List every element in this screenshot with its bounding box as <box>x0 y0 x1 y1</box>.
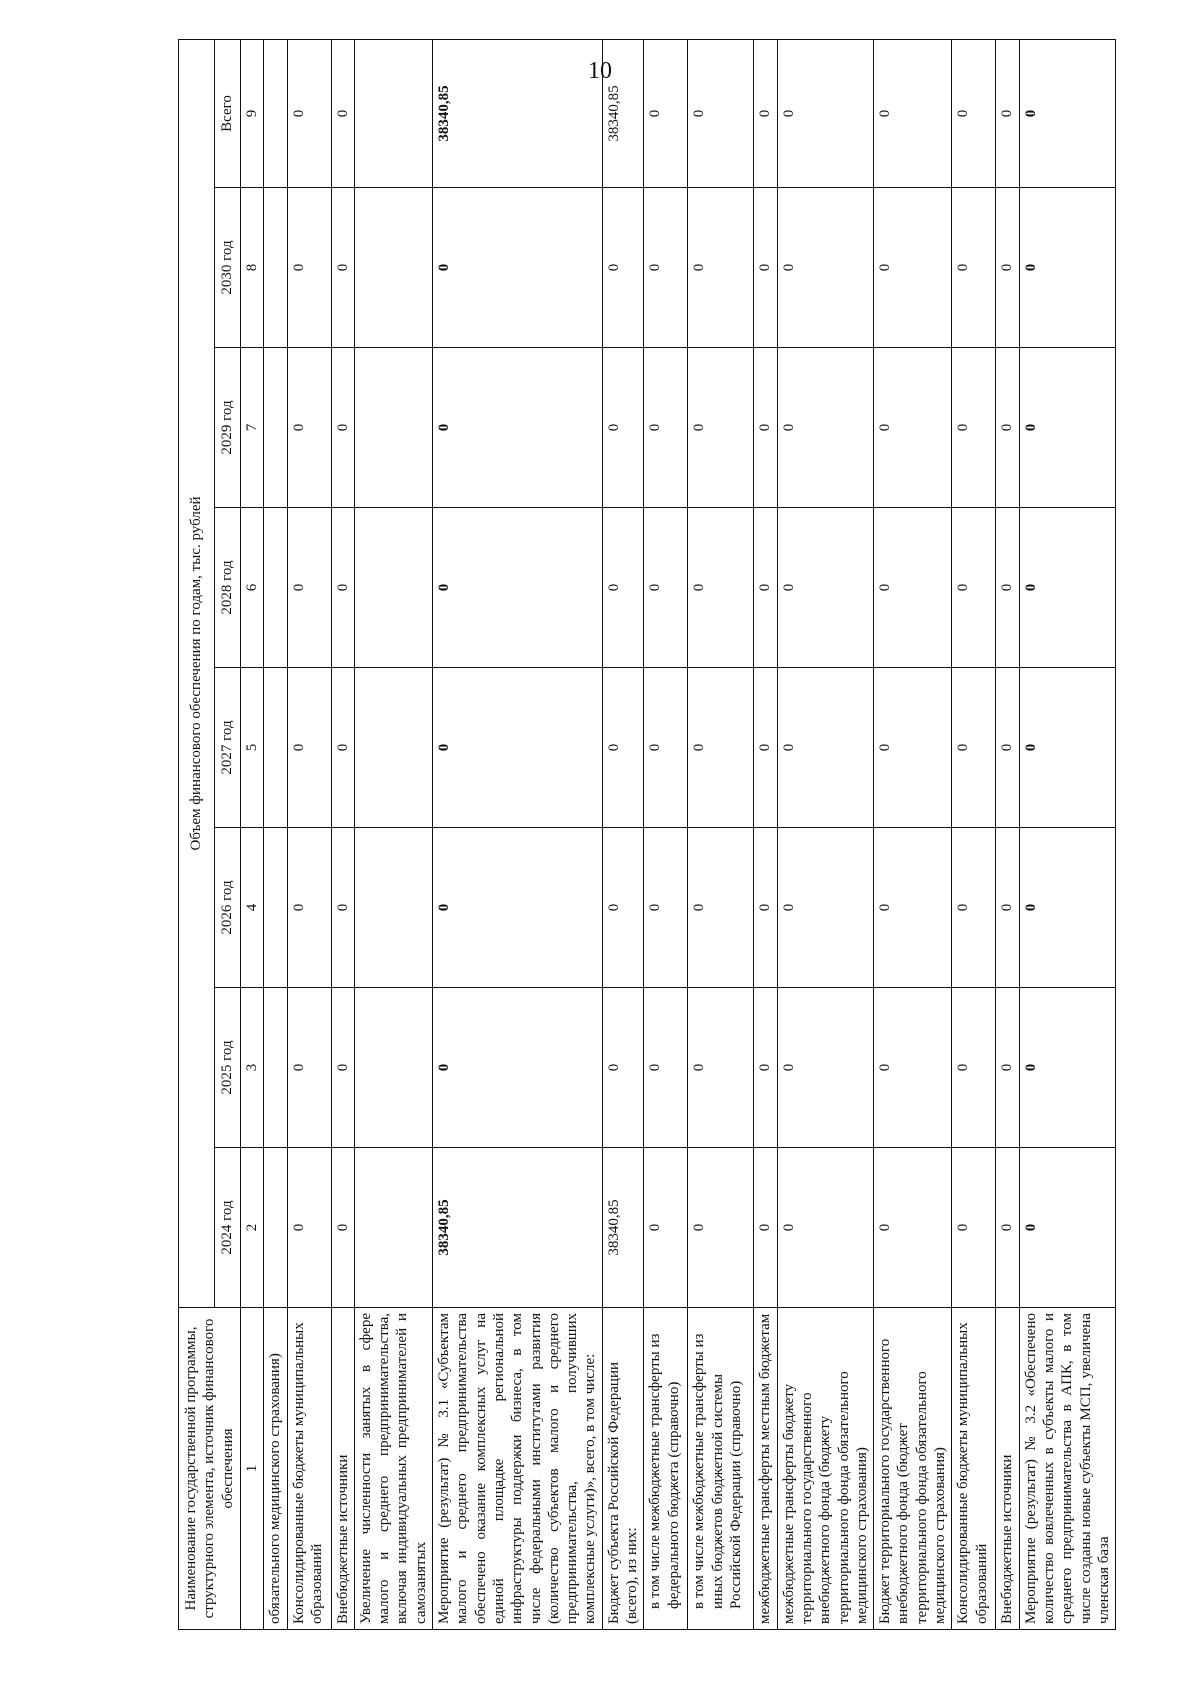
year-value-cell: 0 <box>433 348 603 508</box>
year-value-cell <box>264 508 287 668</box>
year-value-cell: 0 <box>754 988 777 1148</box>
year-value-cell: 0 <box>644 668 688 828</box>
year-value-cell: 0 <box>996 348 1019 508</box>
year-value-cell: 0 <box>996 188 1019 348</box>
total-value-cell: 0 <box>688 39 754 187</box>
year-value-cell: 0 <box>952 348 996 508</box>
year-value-cell <box>264 828 287 988</box>
header-year: 2027 год <box>215 668 241 828</box>
year-value-cell: 0 <box>602 188 644 348</box>
year-value-cell: 0 <box>688 348 754 508</box>
year-value-cell: 38340,85 <box>433 1148 603 1308</box>
year-value-cell: 0 <box>952 668 996 828</box>
total-value-cell: 38340,85 <box>433 39 603 187</box>
table-row <box>354 39 432 1629</box>
year-value-cell: 0 <box>644 1148 688 1308</box>
row-label: межбюджетные трансферты бюджету территориального государственного внебюджетного фонда (бюджету территориального фонда обязательного медицинского страхования) <box>777 1308 873 1630</box>
year-value-cell: 0 <box>644 988 688 1148</box>
table-row <box>754 39 777 1629</box>
year-value-cell: 0 <box>287 828 331 988</box>
col-number: 4 <box>241 828 264 988</box>
year-value-cell: 0 <box>287 508 331 668</box>
year-value-cell: 0 <box>287 348 331 508</box>
year-value-cell <box>354 348 432 508</box>
col-number: 7 <box>241 348 264 508</box>
year-value-cell: 0 <box>996 508 1019 668</box>
header-total: Всего <box>215 39 241 187</box>
total-value-cell: 0 <box>1019 39 1115 187</box>
table-row <box>996 39 1019 1629</box>
year-value-cell: 0 <box>874 348 952 508</box>
row-label: в том числе межбюджетные трансферты из иных бюджетов бюджетной системы Российской Федерации (справочно) <box>688 1308 754 1630</box>
header-name-column: Наименование государственной программы, структурного элемента, источник финансового обеспечения <box>179 1308 241 1630</box>
year-value-cell: 0 <box>874 988 952 1148</box>
year-value-cell: 0 <box>602 828 644 988</box>
year-value-cell: 0 <box>754 348 777 508</box>
year-value-cell <box>264 988 287 1148</box>
year-value-cell: 0 <box>1019 188 1115 348</box>
year-value-cell: 0 <box>331 828 354 988</box>
table-body <box>264 39 1116 1629</box>
year-value-cell: 0 <box>1019 508 1115 668</box>
year-value-cell: 0 <box>754 668 777 828</box>
year-value-cell <box>354 988 432 1148</box>
year-value-cell: 0 <box>602 668 644 828</box>
year-value-cell: 0 <box>1019 988 1115 1148</box>
row-label: Консолидированные бюджеты муниципальных образований <box>952 1308 996 1630</box>
total-value-cell <box>354 39 432 187</box>
total-value-cell: 0 <box>996 39 1019 187</box>
year-value-cell: 0 <box>777 348 873 508</box>
header-year: 2025 год <box>215 988 241 1148</box>
year-value-cell: 0 <box>433 188 603 348</box>
year-value-cell: 0 <box>777 1148 873 1308</box>
year-value-cell: 0 <box>1019 668 1115 828</box>
total-value-cell: 0 <box>331 39 354 187</box>
table-row <box>1019 39 1115 1629</box>
row-label: Мероприятие (результат) № 3.2 «Обеспечено количество вовлеченных в субъекты малого и среднего предпринимательства в АПК, в том числе созданы новые субъекты МСП, увеличена членская база <box>1019 1308 1115 1630</box>
total-value-cell: 0 <box>874 39 952 187</box>
year-value-cell: 0 <box>996 1148 1019 1308</box>
row-label: в том числе межбюджетные трансферты из федерального бюджета (справочно) <box>644 1308 688 1630</box>
year-value-cell: 0 <box>644 348 688 508</box>
year-value-cell: 0 <box>874 508 952 668</box>
year-value-cell: 0 <box>433 668 603 828</box>
col-number: 6 <box>241 508 264 668</box>
year-value-cell: 0 <box>688 828 754 988</box>
year-value-cell: 0 <box>433 508 603 668</box>
col-number: 3 <box>241 988 264 1148</box>
year-value-cell: 0 <box>287 668 331 828</box>
total-value-cell: 0 <box>754 39 777 187</box>
year-value-cell: 0 <box>688 668 754 828</box>
total-value-cell: 0 <box>952 39 996 187</box>
col-number: 9 <box>241 39 264 187</box>
year-value-cell: 0 <box>688 188 754 348</box>
year-value-cell: 0 <box>952 988 996 1148</box>
year-value-cell <box>354 668 432 828</box>
year-value-cell: 0 <box>331 188 354 348</box>
year-value-cell: 0 <box>331 668 354 828</box>
year-value-cell: 0 <box>952 828 996 988</box>
year-value-cell <box>264 188 287 348</box>
year-value-cell: 0 <box>874 1148 952 1308</box>
header-volume-column: Объем финансового обеспечения по годам, тыс. рублей <box>179 39 215 1307</box>
year-value-cell <box>264 348 287 508</box>
year-value-cell: 0 <box>754 188 777 348</box>
total-value-cell: 38340,85 <box>602 39 644 187</box>
year-value-cell <box>354 828 432 988</box>
table-row <box>874 39 952 1629</box>
total-value-cell <box>264 39 287 187</box>
year-value-cell: 0 <box>331 348 354 508</box>
year-value-cell: 0 <box>433 988 603 1148</box>
table-row <box>331 39 354 1629</box>
header-year: 2026 год <box>215 828 241 988</box>
row-label: Консолидированные бюджеты муниципальных образований <box>287 1308 331 1630</box>
col-number: 2 <box>241 1148 264 1308</box>
year-value-cell: 0 <box>602 508 644 668</box>
year-value-cell: 0 <box>1019 348 1115 508</box>
year-value-cell: 0 <box>688 988 754 1148</box>
year-value-cell: 0 <box>874 828 952 988</box>
year-value-cell: 0 <box>1019 828 1115 988</box>
year-value-cell: 38340,85 <box>602 1148 644 1308</box>
row-label: межбюджетные трансферты местным бюджетам <box>754 1308 777 1630</box>
col-number: 1 <box>241 1308 264 1630</box>
header-year: 2028 год <box>215 508 241 668</box>
year-value-cell <box>354 508 432 668</box>
year-value-cell: 0 <box>287 188 331 348</box>
row-label: Внебюджетные источники <box>331 1308 354 1630</box>
year-value-cell: 0 <box>287 988 331 1148</box>
header-year: 2030 год <box>215 188 241 348</box>
table-row <box>602 39 644 1629</box>
year-value-cell: 0 <box>644 188 688 348</box>
year-value-cell: 0 <box>777 828 873 988</box>
year-value-cell: 0 <box>996 988 1019 1148</box>
year-value-cell: 0 <box>331 988 354 1148</box>
year-value-cell: 0 <box>952 508 996 668</box>
year-value-cell <box>264 668 287 828</box>
row-label: Увеличение численности занятых в сфере малого и среднего предпринимательства, включая индивидуальных предпринимателей и самозанятых <box>354 1308 432 1630</box>
year-value-cell: 0 <box>1019 1148 1115 1308</box>
total-value-cell: 0 <box>644 39 688 187</box>
year-value-cell: 0 <box>952 188 996 348</box>
year-value-cell: 0 <box>777 988 873 1148</box>
row-label: Бюджет субъекта Российской Федерации (всего), из них: <box>602 1308 644 1630</box>
year-value-cell <box>354 1148 432 1308</box>
financing-table <box>178 39 1116 1630</box>
col-number: 8 <box>241 188 264 348</box>
row-label: Внебюджетные источники <box>996 1308 1019 1630</box>
table-row <box>264 39 287 1629</box>
year-value-cell: 0 <box>874 188 952 348</box>
total-value-cell: 0 <box>287 39 331 187</box>
year-value-cell: 0 <box>331 1148 354 1308</box>
page-number: 10 <box>588 58 612 84</box>
year-value-cell: 0 <box>754 828 777 988</box>
row-label: Мероприятие (результат) № 3.1 «Субъектам малого и среднего предпринимательства обеспечено оказание комплексных услуг на единой площадке региональной инфраструктуры поддержки бизнеса, в том числе федеральными институтами развития (количество субъектов малого и среднего предпринимательства, получивших комплексные услуги)», всего, в том числе: <box>433 1308 603 1630</box>
table-row <box>287 39 331 1629</box>
year-value-cell <box>354 188 432 348</box>
year-value-cell: 0 <box>754 508 777 668</box>
year-value-cell <box>264 1148 287 1308</box>
col-number: 5 <box>241 668 264 828</box>
year-value-cell: 0 <box>433 828 603 988</box>
year-value-cell: 0 <box>602 348 644 508</box>
table-row <box>433 39 603 1629</box>
year-value-cell: 0 <box>602 988 644 1148</box>
rotated-table-container <box>178 85 1112 1630</box>
year-value-cell: 0 <box>996 668 1019 828</box>
year-value-cell: 0 <box>952 1148 996 1308</box>
year-value-cell: 0 <box>996 828 1019 988</box>
year-value-cell: 0 <box>874 668 952 828</box>
table-row <box>688 39 754 1629</box>
table-row <box>777 39 873 1629</box>
year-value-cell: 0 <box>777 508 873 668</box>
row-label: обязательного медицинского страхования) <box>264 1308 287 1630</box>
year-value-cell: 0 <box>688 508 754 668</box>
year-value-cell: 0 <box>688 1148 754 1308</box>
year-value-cell: 0 <box>287 1148 331 1308</box>
row-label: Бюджет территориального государственного внебюджетного фонда (бюджет территориального фонда обязательного медицинского страхования) <box>874 1308 952 1630</box>
table-row <box>644 39 688 1629</box>
year-value-cell: 0 <box>644 508 688 668</box>
year-value-cell: 0 <box>644 828 688 988</box>
year-value-cell: 0 <box>331 508 354 668</box>
header-year: 2024 год <box>215 1148 241 1308</box>
year-value-cell: 0 <box>754 1148 777 1308</box>
total-value-cell: 0 <box>777 39 873 187</box>
table-row <box>952 39 996 1629</box>
year-value-cell: 0 <box>777 188 873 348</box>
header-year: 2029 год <box>215 348 241 508</box>
year-value-cell: 0 <box>777 668 873 828</box>
